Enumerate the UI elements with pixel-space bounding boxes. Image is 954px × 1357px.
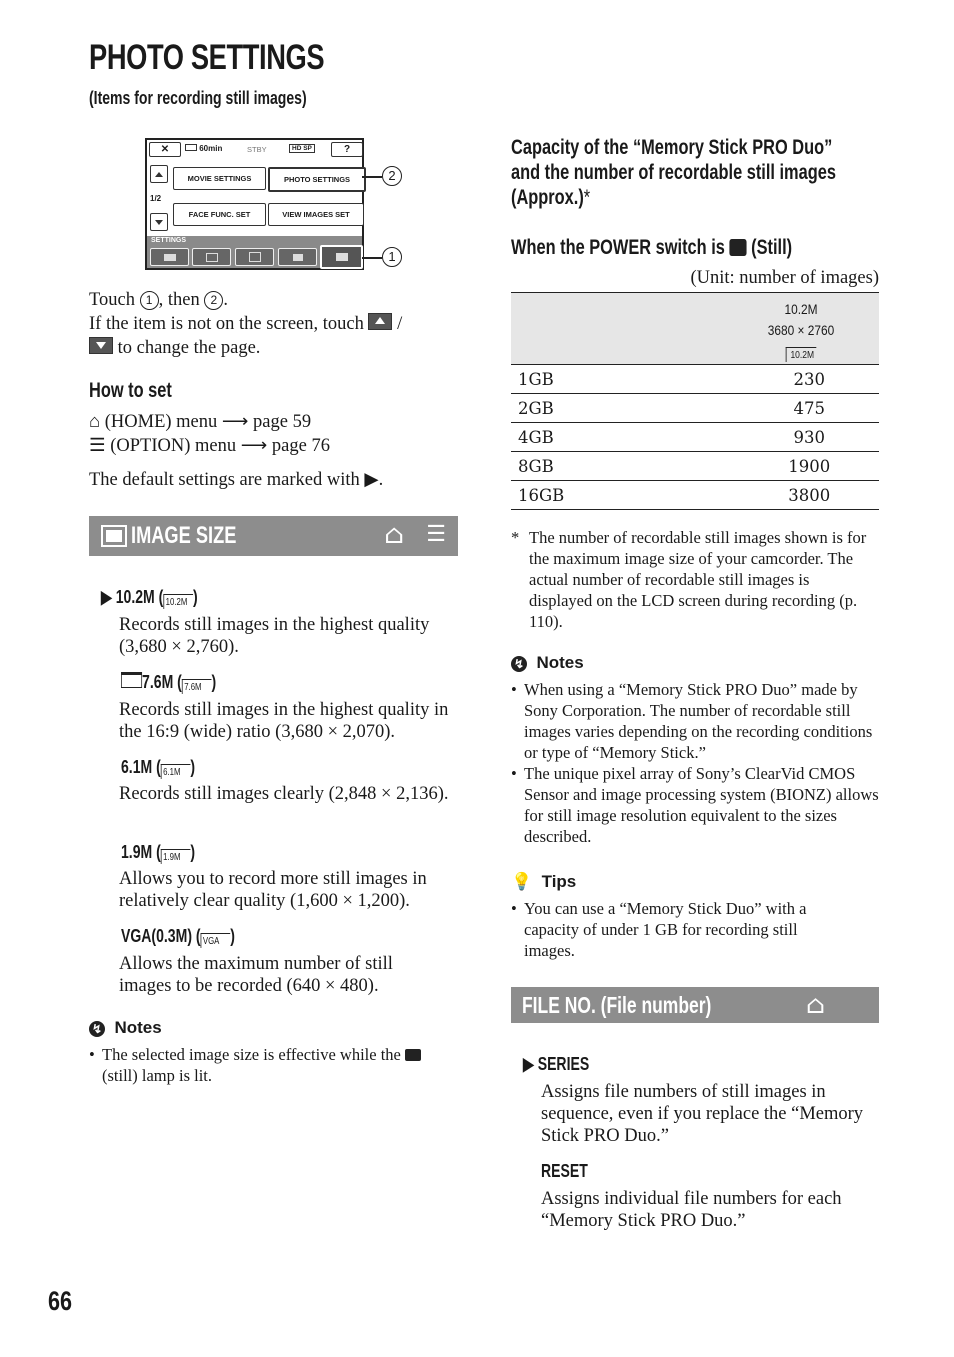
settings-tab-movie <box>150 248 189 266</box>
instruction-line-3: to change the page. <box>89 336 459 360</box>
settings-label: SETTINGS <box>151 237 187 244</box>
page-number: 66 <box>48 1286 73 1316</box>
footnote: * The number of recordable still images shown is for the maximum image size of your camcorder. The actual number of recordable still images is displayed on the LCD screen during recording (p. 110). <box>511 528 867 631</box>
callout-line-1 <box>362 257 382 259</box>
status-label: STBY <box>247 145 267 154</box>
camera-still-icon <box>405 1049 421 1061</box>
movie-settings-button: MOVIE SETTINGS <box>173 167 266 190</box>
table-row: 2GB 475 <box>511 394 879 423</box>
option-10-2m-label: ▶ 10.2M ( 10.2M ) <box>101 587 198 608</box>
help-button: ? <box>331 142 363 157</box>
image-size-vga-icon: VGA <box>201 933 231 948</box>
note-item: • When using a “Memory Stick PRO Duo” made by Sony Corporation. The number of recordable still images varies depending on the recording conditions or type of “Memory Stick.” <box>511 679 881 763</box>
grid-icon <box>249 252 261 262</box>
image-size-title: IMAGE SIZE <box>131 522 237 549</box>
triangle-down-icon <box>155 220 163 225</box>
callout-ref-2: 2 <box>204 291 223 310</box>
lightbulb-icon: 💡 <box>511 872 533 891</box>
default-marker-icon: ▶ <box>364 470 379 490</box>
series-desc: Assigns file numbers of still images in sequence, even if you replace the “Memory Stick PRO Duo.” <box>541 1082 864 1146</box>
battery-time: 60min <box>199 144 223 153</box>
file-number-title: FILE NO. (File number) <box>522 992 712 1018</box>
face-func-set-button: FACE FUNC. SET <box>173 203 266 226</box>
instructions <box>89 288 459 360</box>
settings-tab-toolbox <box>320 245 363 269</box>
settings-tab-card <box>278 248 317 266</box>
image-size-note <box>89 1044 459 1086</box>
image-size-6-1m-icon: 6.1M <box>161 764 191 779</box>
home-icon: ⌂ <box>89 412 101 432</box>
table-row: 16GB 3800 <box>511 481 879 510</box>
callout-2: 2 <box>382 166 402 186</box>
table-row: 8GB 1900 <box>511 452 879 481</box>
option-vga-label: VGA(0.3M) ( VGA ) <box>121 926 235 947</box>
page-subtitle: (Items for recording still images) <box>89 88 307 108</box>
default-marker-icon: ▶ <box>101 587 116 607</box>
image-size-10-2m-icon: 10.2M <box>786 347 817 362</box>
callout-ref-1: 1 <box>140 291 159 310</box>
default-settings-note: The default settings are marked with ▶. <box>89 470 384 490</box>
option-6-1m-desc: Records still images clearly (2,848 × 2,136). <box>119 784 449 804</box>
wide-icon <box>121 672 142 688</box>
page-indicator: 1/2 <box>150 194 162 203</box>
notes-icon: ↯ <box>89 1021 105 1037</box>
how-to-set-option: ☰ (OPTION) menu ⟶ page 76 <box>89 436 330 456</box>
option-vga-desc: Allows the maximum number of still images to be recorded (640 × 480). <box>119 954 393 996</box>
table-row: 1GB 230 <box>511 365 879 394</box>
battery-icon <box>185 144 197 151</box>
notes-icon: ↯ <box>511 656 527 672</box>
camera-still-icon <box>729 239 746 256</box>
reset-desc: Assigns individual file numbers for each “Memory Stick PRO Duo.” <box>541 1189 842 1231</box>
page-down-button <box>150 213 168 231</box>
page-title: PHOTO SETTINGS <box>89 38 325 77</box>
instruction-line-2: If the item is not on the screen, touch / <box>89 314 403 334</box>
option-1-9m-desc: Allows you to record more still images in relatively clear quality (1,600 × 1,200). <box>119 869 427 911</box>
callout-line-2 <box>362 176 382 178</box>
tips-heading: 💡 Tips <box>511 872 577 891</box>
instruction-line-1: Touch 1 , then 2 . <box>89 290 228 310</box>
option-10-2m-desc: Records still images in the highest quality (3,680 × 2,760). <box>119 615 430 657</box>
settings-tab-playback <box>192 248 231 266</box>
image-size-10-2m-icon: 10.2M <box>163 594 193 609</box>
card-icon <box>293 254 303 261</box>
unit-label: (Unit: number of images) <box>690 268 879 288</box>
tips-list <box>511 898 851 961</box>
settings-tab-grid <box>235 248 274 266</box>
file-number-banner <box>511 987 879 1023</box>
image-size-7-6m-icon: 7.6M <box>182 679 212 694</box>
view-images-set-button: VIEW IMAGES SET <box>268 203 364 226</box>
image-size-1-9m-icon: 1.9M <box>161 849 191 864</box>
battery-indicator <box>185 144 222 153</box>
option-icon: ☰ <box>426 522 446 547</box>
default-marker-icon: ▶ <box>523 1054 538 1074</box>
how-to-set-heading: How to set <box>89 379 172 402</box>
mode-badge: HD SP <box>289 144 315 153</box>
image-size-banner <box>89 516 458 556</box>
option-7-6m-label: 7.6M ( 7.6M ) <box>121 672 216 694</box>
arrow-right-icon: ⟶ <box>240 436 268 456</box>
table-row: 4GB 930 <box>511 423 879 452</box>
capacity-table-header <box>511 293 879 365</box>
page-down-icon <box>89 337 113 354</box>
option-1-9m-label: 1.9M ( 1.9M ) <box>121 842 196 863</box>
arrow-right-icon: ⟶ <box>221 412 249 432</box>
reset-label: RESET <box>541 1161 588 1181</box>
image-size-note-item: • The selected image size is effective while the (still) lamp is lit. <box>89 1044 459 1086</box>
series-label: ▶ SERIES <box>523 1054 590 1074</box>
notes-list <box>511 679 881 847</box>
notes-heading: ↯ Notes <box>511 653 584 673</box>
option-7-6m-desc: Records still images in the highest quality in the 16:9 (wide) ratio (3,680 × 2,070). <box>119 700 449 742</box>
capacity-table <box>511 365 879 510</box>
home-icon: ⌂ <box>384 520 404 550</box>
home-icon: ⌂ <box>805 990 825 1019</box>
play-icon <box>206 253 218 262</box>
callout-1: 1 <box>382 247 402 267</box>
page-up-button <box>150 165 168 183</box>
option-icon: ☰ <box>89 436 106 456</box>
tip-item: • You can use a “Memory Stick Duo” with a capacity of under 1 GB for recording still images. <box>511 898 851 961</box>
settings-bar <box>147 236 362 268</box>
column-header: 10.2M 3680 × 2760 10.2M <box>767 301 835 361</box>
triangle-up-icon <box>155 172 163 177</box>
how-to-set-home: ⌂ (HOME) menu ⟶ page 59 <box>89 412 312 432</box>
option-6-1m-label: 6.1M ( 6.1M ) <box>121 757 196 778</box>
note-item: • The unique pixel array of Sony’s ClearVid CMOS Sensor and image processing system (BIONZ) allows for still image resolution equivalent to the sizes described. <box>511 763 881 847</box>
image-size-icon <box>101 525 127 547</box>
page-up-icon <box>368 313 392 330</box>
image-size-notes-heading: ↯ Notes <box>89 1018 162 1038</box>
close-button: ✕ <box>149 142 181 157</box>
lcd-screen-illustration <box>145 138 364 270</box>
toolbox-icon <box>336 253 348 261</box>
power-switch-heading: When the POWER switch is (Still) <box>511 236 793 259</box>
capacity-heading: Capacity of the “Memory Stick PRO Duo” and the number of recordable still images (Approx.)* <box>511 136 836 209</box>
photo-settings-button: PHOTO SETTINGS <box>268 167 366 192</box>
camera-icon <box>164 254 176 261</box>
